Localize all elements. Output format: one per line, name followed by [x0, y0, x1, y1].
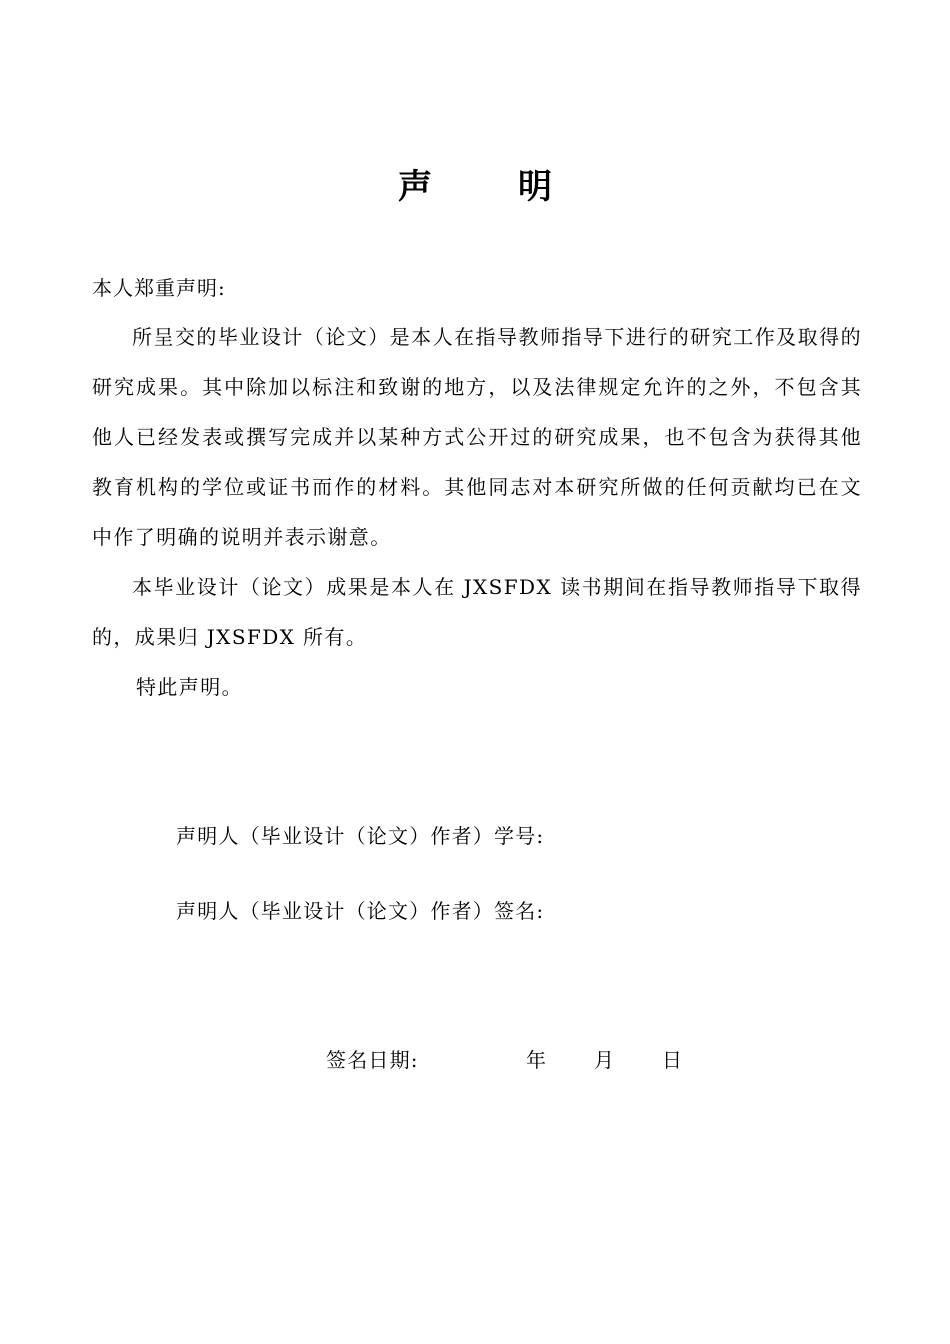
intro-text: 本人郑重声明:	[92, 276, 226, 300]
paragraph-closing: 特此声明。	[136, 675, 243, 699]
title-char-1: 声	[398, 167, 432, 207]
paragraph-originality: 所呈交的毕业设计（论文）是本人在指导教师指导下进行的研究工作及取得的研究成果。其中除加以标注和致谢的地方，以及法律规定允许的之外，不包含其他人已经发表或撰写完成并以某种方式公开过的研究成果，也不包含为获得其他教育机构的学位或证书而作的材料。其他同志对本研究所做的任何贡献均已在文中作了明确的说明并表示谢意。	[92, 325, 862, 549]
date-day-label: 日	[662, 1048, 684, 1072]
title-char-2: 明	[518, 167, 552, 207]
date-month-label: 月	[594, 1048, 616, 1072]
date-label: 签名日期:	[326, 1048, 419, 1072]
paragraph-ownership: 本毕业设计（论文）成果是本人在 JXSFDX 读书期间在指导教师指导下取得的，成果归 JXSFDX 所有。	[92, 575, 862, 649]
page-title	[0, 165, 950, 209]
date-year-label: 年	[526, 1048, 548, 1072]
student-id-label: 声明人（毕业设计（论文）作者）学号:	[176, 824, 545, 848]
signature-label: 声明人（毕业设计（论文）作者）签名:	[176, 899, 545, 923]
